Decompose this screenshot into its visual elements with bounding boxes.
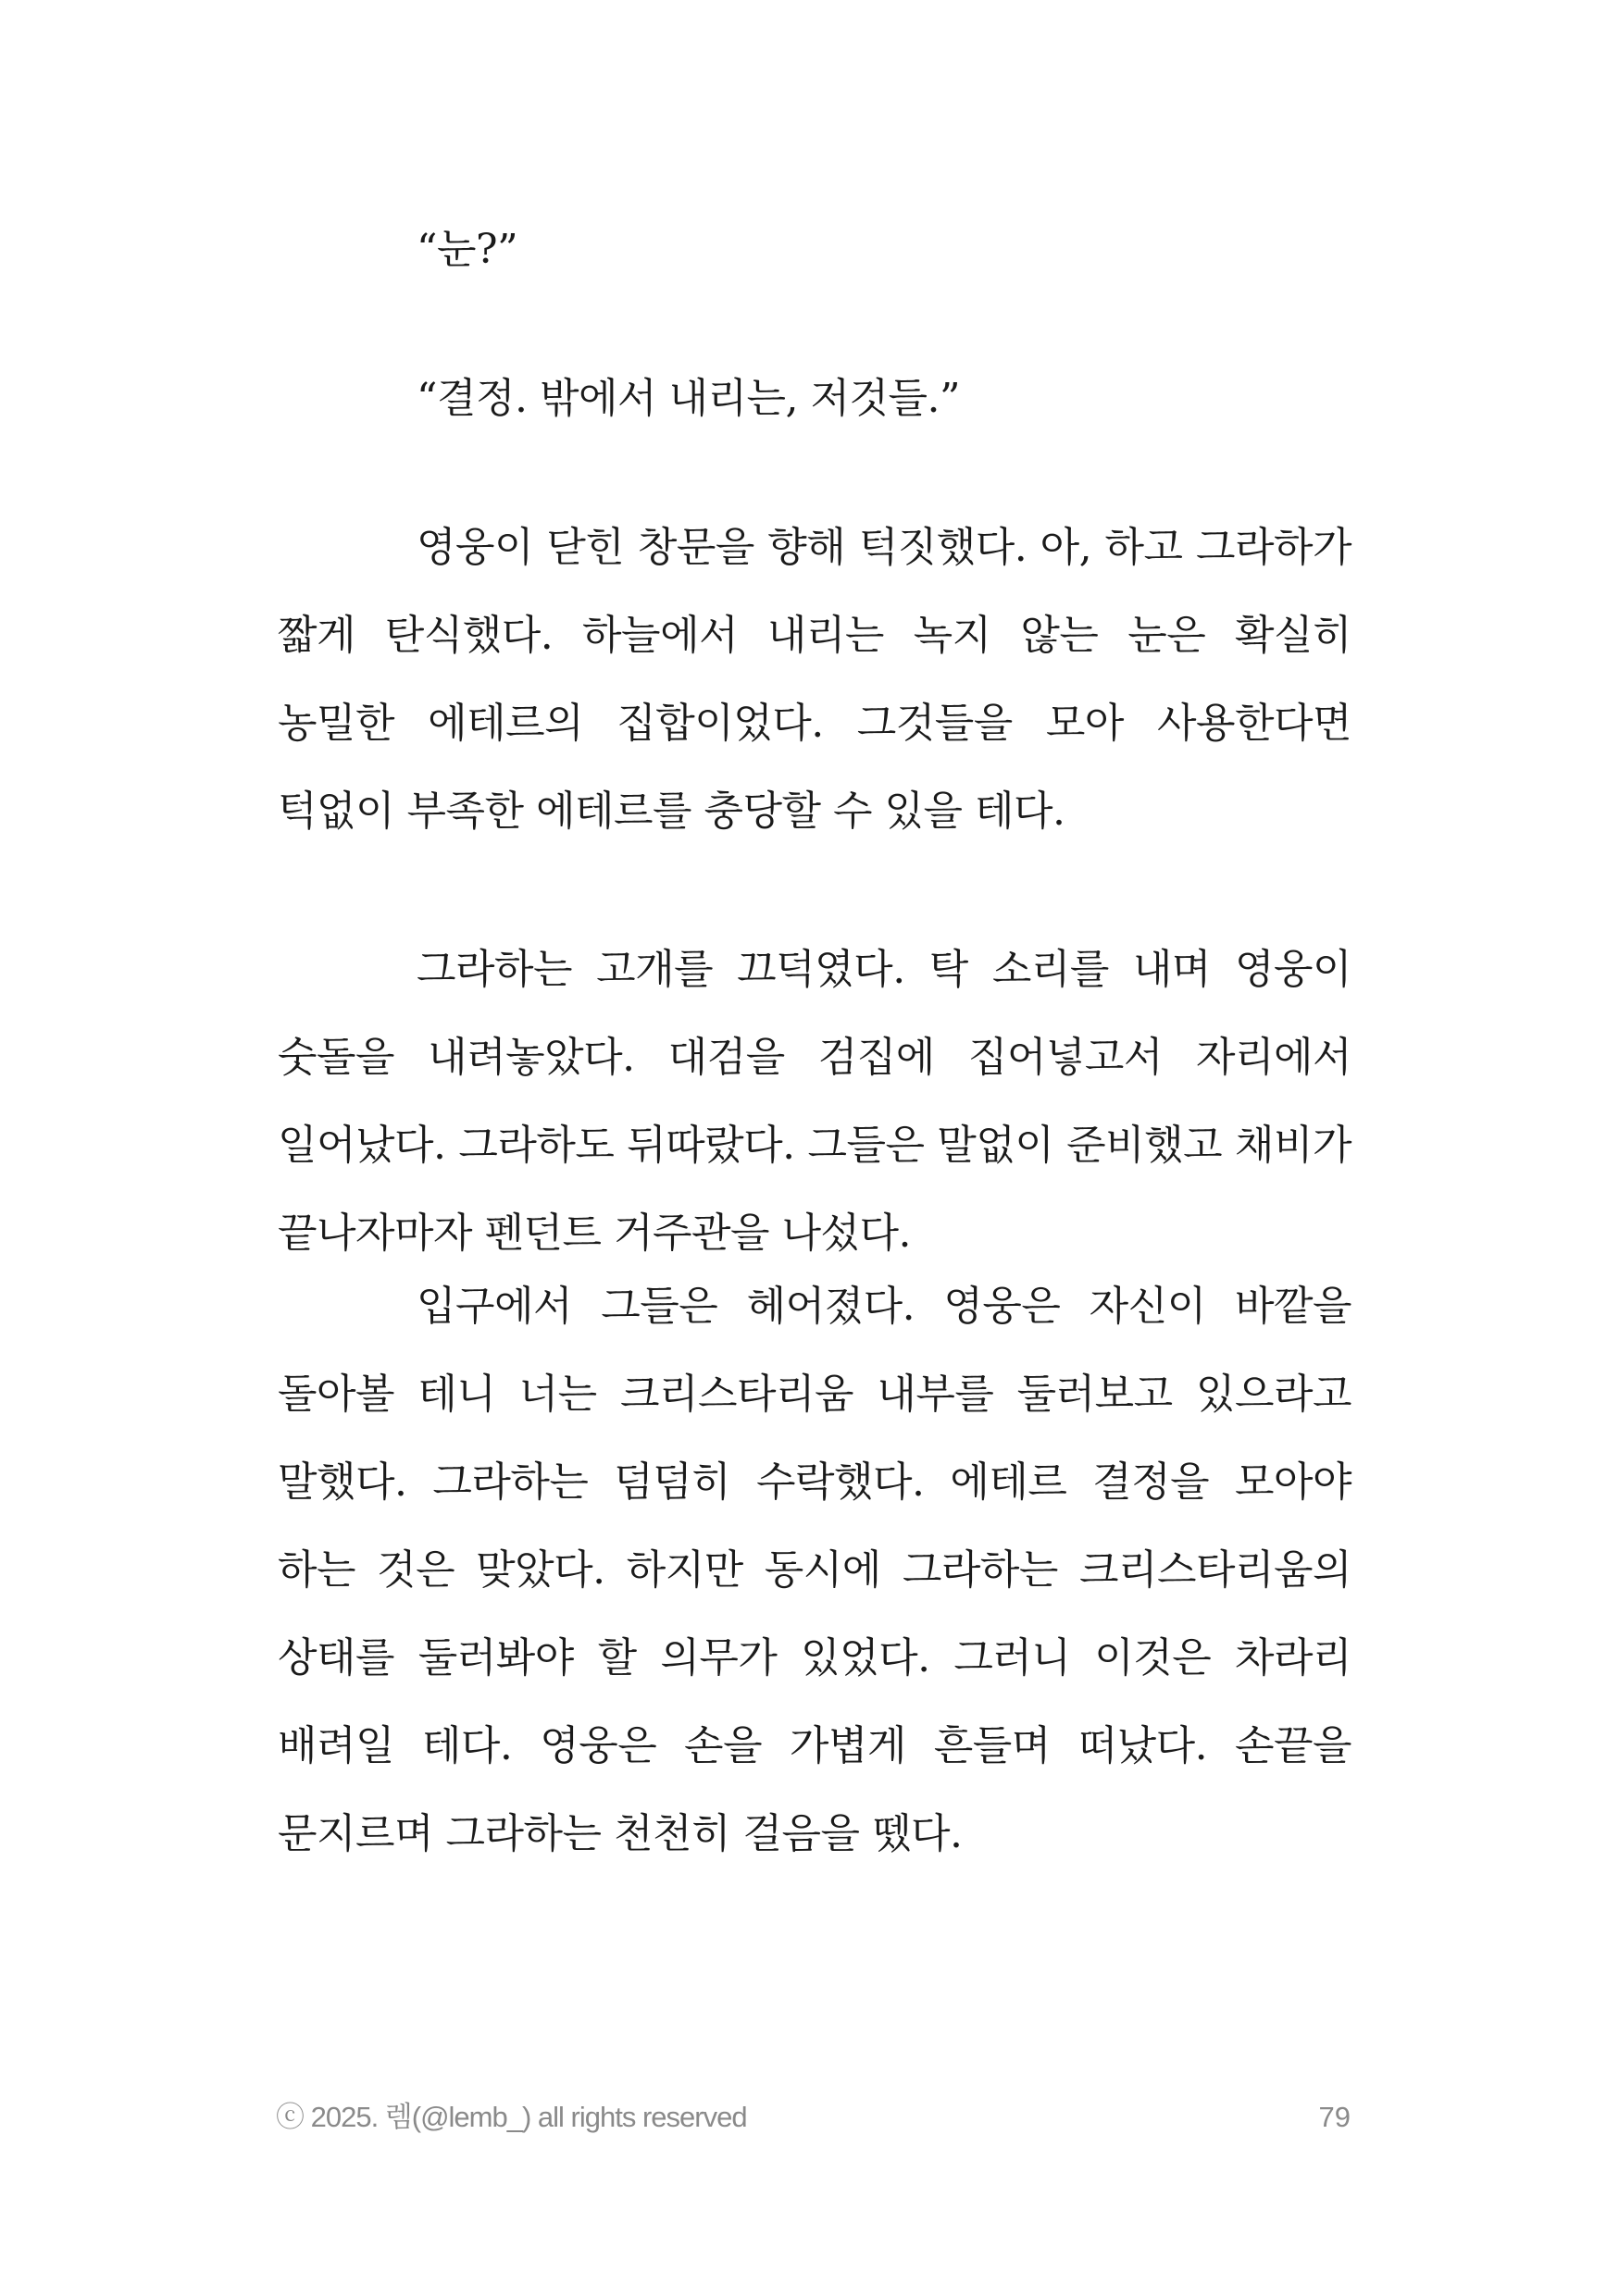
paragraph-1: 영웅이 닫힌 창문을 향해 턱짓했다. 아, 하고 그라하가 짧게 탄식했다. 하늘에서 내리는 녹지 않는 눈은 확실히 농밀한 에테르의 집합이었다. 그것들을 모아 사용한다면 턱없이 부족한 에테르를 충당할 수 있을 테다. bbox=[278, 524, 1351, 835]
copyright-notice: ⓒ 2025. 렘(@lemb_) all rights reserved bbox=[276, 2101, 747, 2133]
paragraph-2: 그라하는 고개를 끄덕였다. 탁 소리를 내며 영웅이 숫돌을 내려놓았다. 대검을 검집에 집어넣고서 자리에서 일어났다. 그라하도 뒤따랐다. 그들은 말없이 준비했고 채비가 끝나자마자 펜던트 거주관을 나섰다. bbox=[278, 946, 1351, 1257]
paragraph-3: 입구에서 그들은 헤어졌다. 영웅은 자신이 바깥을 돌아볼 테니 너는 크리스타리움 내부를 둘러보고 있으라고 말했다. 그라하는 덤덤히 수락했다. 에테르 결정을 모아야 하는 것은 맞았다. 하지만 동시에 그라하는 크리스타리움의 상태를 둘러봐야 할 의무가 있었다. 그러니 이것은 차라리 배려일 테다. 영웅은 손을 가볍게 흔들며 떠났다. 손끝을 문지르며 그라하는 천천히 걸음을 뗐다. bbox=[278, 1283, 1351, 1857]
page-number: 79 bbox=[1318, 2101, 1351, 2133]
dialogue-line-1: “눈?” bbox=[417, 226, 518, 273]
dialogue-line-2: “결정. 밖에서 내리는, 저것들.” bbox=[417, 375, 960, 422]
